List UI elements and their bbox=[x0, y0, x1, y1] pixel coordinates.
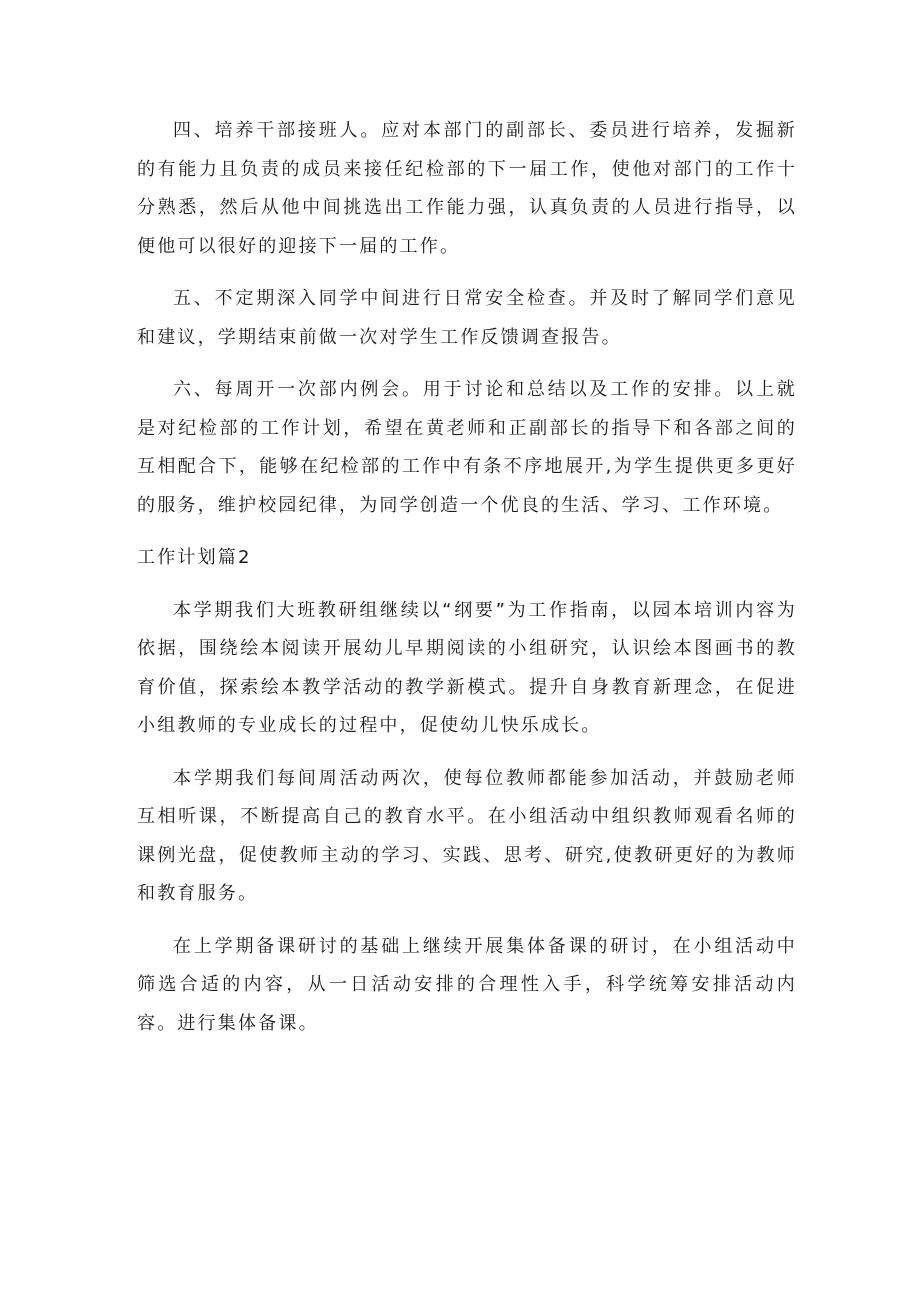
paragraph-activities: 本学期我们每间周活动两次，使每位教师都能参加活动，并鼓励老师互相听课，不断提高自己的教育水平。在小组活动中组织教师观看名师的课例光盘，促使教师主动的学习、实践、思考、研究,使教研更好的为教师和教育服务。 bbox=[137, 767, 797, 904]
paragraph-cultivate-successors: 四、培养干部接班人。应对本部门的副部长、委员进行培养，发掘新的有能力且负责的成员来接任纪检部的下一届工作，使他对部门的工作十分熟悉，然后从他中间挑选出工作能力强，认真负责的人员进行指导，以便他可以很好的迎接下一届的工作。 bbox=[137, 120, 797, 257]
paragraph-weekly-meeting: 六、每周开一次部内例会。用于讨论和总结以及工作的安排。以上就是对纪检部的工作计划，希望在黄老师和正副部长的指导下和各部之间的互相配合下，能够在纪检部的工作中有条不序地展开,为学生提供更多更好的服务，维护校园纪律，为同学创造一个优良的生活、学习、工作环境。 bbox=[137, 379, 797, 516]
paragraph-lesson-prep: 在上学期备课研讨的基础上继续开展集体备课的研讨，在小组活动中筛选合适的内容，从一日活动安排的合理性入手，科学统筹安排活动内容。进行集体备课。 bbox=[137, 935, 797, 1034]
paragraph-teaching-research: 本学期我们大班教研组继续以“纲要”为工作指南，以园本培训内容为依据，围绕绘本阅读开展幼儿早期阅读的小组研究，认识绘本图画书的教育价值，探索绘本教学活动的教学新模式。提升自身教育新理念，在促进小组教师的专业成长的过程中，促使幼儿快乐成长。 bbox=[137, 599, 797, 736]
document-body bbox=[137, 112, 797, 1057]
section-heading: 工作计划篇2 bbox=[137, 547, 252, 568]
paragraph-safety-inspection: 五、不定期深入同学中间进行日常安全检查。并及时了解同学们意见和建议，学期结束前做一次对学生工作反馈调查报告。 bbox=[137, 288, 797, 348]
